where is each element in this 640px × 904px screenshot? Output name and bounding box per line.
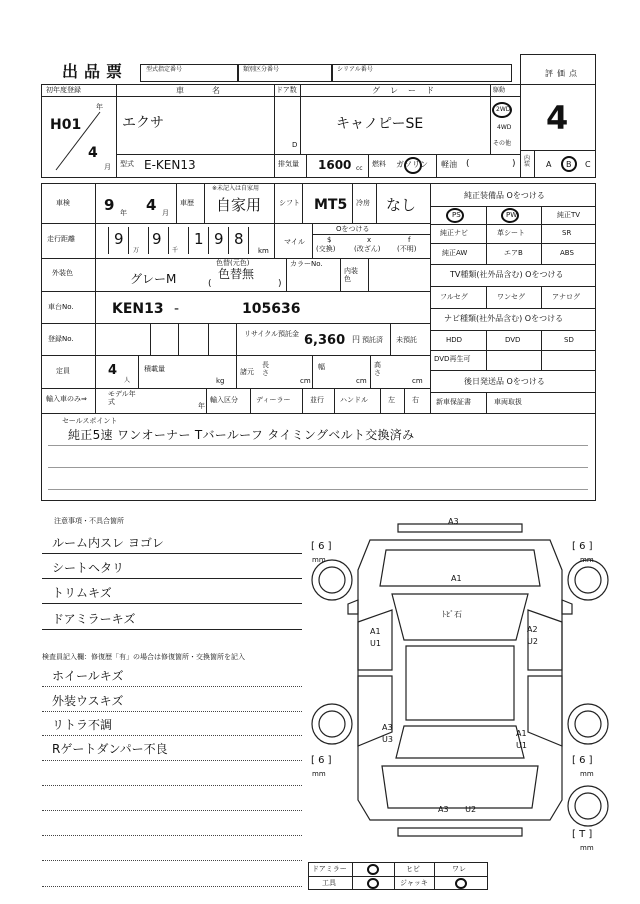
sales-point-text: 純正5速 ワンオーナー Tバールーフ タイミングベルト交換済み — [68, 428, 415, 442]
grade-value: キャノピーSE — [336, 116, 424, 132]
shadai-prefix: KEN13 — [112, 301, 164, 317]
tire-rr-depth: [ 6 ] — [572, 755, 593, 766]
serial-label: シリアル番号 — [337, 66, 373, 73]
rui-label: 類別区分番号 — [243, 66, 280, 73]
hyouka-value: 4 — [546, 99, 569, 137]
nenryo-circle — [404, 157, 422, 174]
jack-circle — [455, 878, 467, 889]
door-label: ドア数 — [276, 86, 297, 94]
kata-label: 型式指定番号 — [146, 66, 183, 73]
pw-circle — [501, 208, 519, 223]
katashiki-value: E-KEN13 — [144, 158, 196, 172]
door-mirror-circle — [367, 864, 379, 875]
ps-circle — [446, 208, 464, 223]
mark-windshield: ﾄﾋﾞ石 — [442, 610, 462, 619]
tire-fr-depth: [ 6 ] — [572, 541, 593, 552]
form-title: 出品票 — [62, 62, 129, 81]
shareki-value: 自家用 — [216, 196, 262, 214]
year-value: H01 — [50, 117, 82, 133]
tire-spare-depth: [ T ] — [572, 829, 593, 840]
gaisou-value: グレーM — [130, 272, 177, 286]
mark-hood: A1 — [451, 574, 462, 583]
shonendo-label: 初年度登録 — [46, 86, 81, 94]
tire-fl-depth: [ 6 ] — [311, 541, 332, 552]
recycle-value: 6,360 — [304, 333, 346, 348]
mark-front-bumper: A3 — [448, 517, 459, 526]
shamei-label: 車名 — [176, 86, 248, 95]
reibou-value: なし — [386, 196, 417, 214]
iro-kae-value: 色替無 — [218, 267, 255, 281]
grade-label: グレード — [372, 86, 444, 95]
month-value: 4 — [88, 145, 98, 161]
haiki-value: 1600 — [318, 158, 352, 172]
car-diagram — [310, 510, 610, 850]
hyouka-label: 評価点 — [545, 69, 581, 78]
mark-rear-bumper: A3 U2 — [438, 805, 477, 814]
tire-rl-depth: [ 6 ] — [311, 755, 332, 766]
naisou-b-circle — [561, 156, 577, 172]
kougu-circle — [367, 878, 379, 889]
shift-value: MT5 — [314, 197, 348, 213]
shamei-value: エクサ — [122, 115, 164, 131]
shadai-number: 105636 — [242, 301, 301, 317]
kudou-2wd-circle — [492, 102, 512, 118]
